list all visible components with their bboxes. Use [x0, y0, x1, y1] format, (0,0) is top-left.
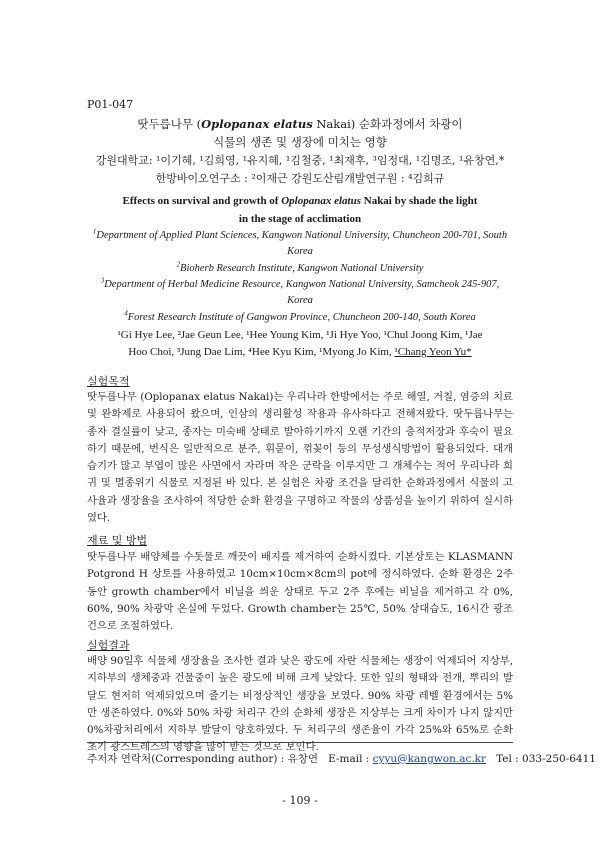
section-heading-purpose: 실험목적 [87, 375, 130, 388]
page-number: - 109 - [282, 794, 318, 807]
english-authors-line-2 [60, 346, 540, 358]
affiliation-1-line-2: Korea [287, 246, 313, 257]
section-text-methods: 땃두릅나무 배양체를 수돗물로 깨끗이 배지를 제거하여 순화시켰다. 기본상토는 KLASMANN Potgrond H 상토를 사용하였고 10cm×10cm×8cm의 pot에 정식하였다. 순화 환경은 2주 동안 growth chamber에서 비닐을 씌운 상태로 두고 2주 후에는 비닐을 제거하고 각 0%, 60%, 90% 차광막 온실에 두었다. Growth chamber는 25℃, 50% 상대습도, 16시간 광조건으로 조절하였다. [87, 551, 513, 633]
telephone: Tel : 033-250-6411 [496, 753, 596, 765]
affiliation-1-text: Department of Applied Plant Sciences, Kangwon National University, Chuncheon 200-701, South [96, 230, 508, 241]
korean-title-line-2: 식물의 생존 및 생장에 미치는 영향 [213, 135, 387, 149]
affiliation-2 [60, 260, 540, 274]
english-title-post: Nakai by shade the light [361, 195, 478, 207]
corresponding-author-name: ¹Chang Yeon Yu* [394, 346, 472, 358]
affiliation-3-sup: 3 [100, 276, 105, 285]
correspondence-line [87, 751, 596, 766]
affiliation-1-line-1 [60, 227, 540, 241]
korean-authors-line-1: 강원대학교: ¹이기혜, ¹김희영, ¹유지혜, ¹김철중, ¹최재후, ³임정대, ¹김명조, ¹유창연,* [95, 154, 505, 167]
korean-title-post: Nakai) 순화과정에서 차광이 [312, 117, 463, 131]
english-title-line-1 [60, 195, 540, 207]
english-title-line-2: in the stage of acclimation [238, 213, 362, 225]
english-title-pre: Effects on survival and growth of [122, 195, 282, 207]
email-label: E-mail : [328, 753, 373, 765]
footer-divider [87, 742, 513, 743]
english-title-species: Oplopanax elatus [281, 195, 361, 207]
correspondence-label: 주저자 연락처(Corresponding author) : 유창연 [87, 753, 319, 765]
korean-title-line-1 [60, 116, 540, 132]
section-heading-methods: 재료 및 방법 [87, 534, 148, 547]
korean-authors-line-2: 한방바이오연구소 : ²이재근 강원도산림개발연구원 : ⁴김희규 [155, 172, 445, 185]
affiliation-2-sup: 2 [176, 260, 181, 269]
section-heading-results: 실험결과 [87, 639, 130, 652]
affiliation-3-line-2: Korea [287, 295, 313, 306]
section-text-results: 배양 90일후 식물체 생장율을 조사한 결과 낮은 광도에 자란 식물체는 생장이 억제되어 지상부, 지하부의 생체중과 건물중이 높은 광도에 비해 크게 낮았다. 또한 잎의 형태와 전개, 뿌리의 발달도 현저히 억제되었으며 줄기는 비정상적인 생장을 보였다. 90% 차광 레벨 환경에서는 5%만 생존하였다. 0%와 50% 차광 처리구 간의 순화체 생장은 지상부는 크게 차이가 나지 않지만 0%차광처리에서 지하부 발달이 양호하였다. 두 처리구의 생존율이 가각 25%와 65%로 순화 초기 광스트레스의 영향을 많이 받는 것으로 보인다. [87, 655, 513, 754]
section-text-purpose: 땃두릅나무 (Oplopanax elatus Nakai)는 우리나라 한방에서는 주로 해열, 거칠, 염증의 치료 및 완화제로 사용되어 왔으며, 인삼의 생리활성 작용과 유사하다고 전해져왔다. 땃두릅나무는 종자 결실률이 낮고, 종자는 미숙배 상태로 발아하기까지 오랜 기간의 층적저장과 후숙이 필요하기 때문에, 번식은 일반적으로 분주, 휘묻이, 꺾꽂이 등의 무성생식방법이 활용되었다. 대개 습기가 많고 부엽이 많은 사면에서 자라며 작은 군락을 이루지만 그 개체수는 적어 우리나라 희귀 및 멸종위기 식물로 지정된 바 있다. 본 실험은 차광 조건을 달리한 순화과정에서 식물의 고사율과 생장율을 조사하여 적당한 순화 환경을 구명하고 작물의 상품성을 높이기 위하여 실시하였다. [87, 391, 513, 525]
affiliation-2-text: Bioherb Research Institute, Kangwon National University [180, 263, 424, 274]
affiliation-4-text: Forest Research Institute of Gangwon Province, Chuncheon 200-140, South Korea [127, 312, 476, 323]
english-authors-line-1: ¹Gi Hye Lee, ²Jae Geun Lee, ¹Hee Young Kim, ¹Ji Hye Yoo, ¹Chul Joong Kim, ¹Jae [117, 329, 483, 341]
abstract-code: P01-047 [87, 98, 134, 111]
email-link[interactable]: cyyu@kangwon.ac.kr [372, 753, 487, 765]
affiliation-1-sup: 1 [92, 227, 97, 236]
affiliation-3-line-1 [60, 276, 540, 290]
english-authors-line-2-text: Hoo Choi, ³Jung Dae Lim, ⁴Hee Kyu Kim, ¹Myong Jo Kim, [128, 346, 395, 358]
korean-title-species: Oplopanax elatus [201, 117, 313, 131]
affiliation-3-text: Department of Herbal Medicine Resource, Kangwon National University, Samcheok 245-907, [104, 279, 500, 290]
affiliation-4 [60, 309, 540, 323]
affiliation-4-sup: 4 [124, 309, 128, 318]
korean-title-pre: 땃두릅나무 ( [137, 117, 202, 131]
